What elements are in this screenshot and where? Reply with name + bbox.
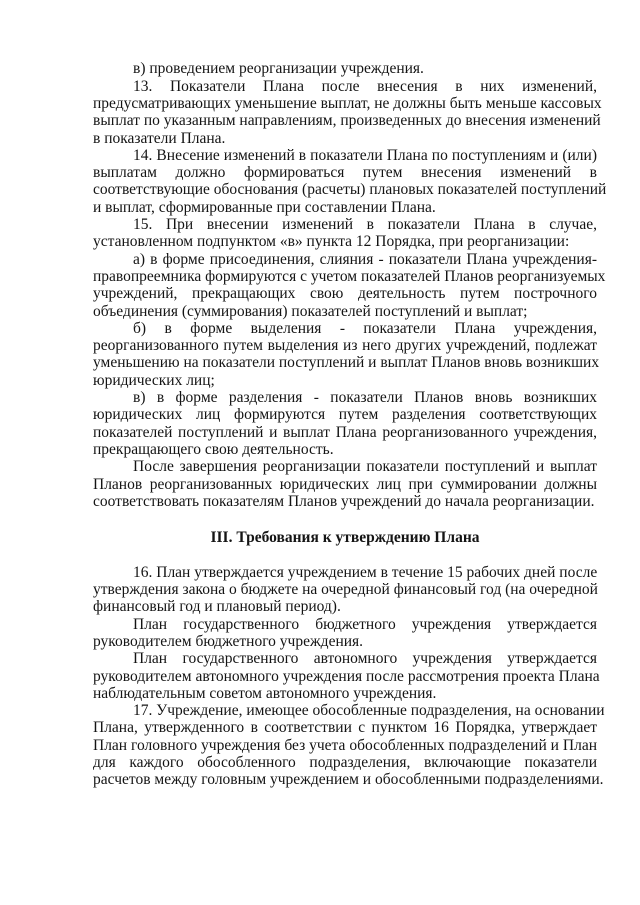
text-line: руководителем бюджетного учреждения. (93, 632, 364, 650)
text-line: утверждения закона о бюджете на очередной финансовый год (на очередной (93, 581, 598, 599)
text-line: установленном подпунктом «в» пункта 12 Порядка, при реорганизации: (93, 233, 570, 251)
text-line: финансовый год и плановый период). (93, 598, 341, 616)
text-line: правопреемника формируются с учетом показателей Планов реорганизуемых (93, 267, 606, 285)
text-line: 17. Учреждение, имеющее обособленные подразделения, на основании (133, 702, 605, 720)
text-line: б) в форме выделения - показатели Плана учреждения, (133, 319, 597, 337)
text-line: уменьшению на показатели поступлений и выплат Планов вновь возникших (93, 354, 600, 372)
document-text (93, 60, 607, 789)
text-line: 14. Внесение изменений в показатели Плана по поступлениям и (или) (133, 146, 597, 164)
text-line: Планов реорганизованных юридических лиц при суммировании должны (93, 475, 597, 493)
paragraph (93, 77, 602, 147)
text-line: для каждого обособленного подразделения, включающие показатели (93, 754, 597, 772)
paragraph (93, 60, 597, 77)
text-line: 13. Показатели Плана после внесения в них изменений, (133, 77, 597, 95)
text-line: в показатели Плана. (93, 129, 226, 147)
text-line: предусматривающих уменьшение выплат, не должны быть меньше кассовых (93, 94, 602, 112)
paragraph (93, 650, 600, 702)
text-line: показателей поступлений и выплат Плана реорганизованного учреждения, (93, 423, 597, 441)
text-line: в) в форме разделения - показатели Планов вновь возникших (133, 389, 597, 407)
text-line: и выплат, сформированные при составлении Плана. (93, 198, 436, 216)
paragraph (93, 458, 597, 510)
text-line: После завершения реорганизации показатели поступлений и выплат (133, 458, 597, 476)
text-line: План головного учреждения без учета обособленных подразделений и План (93, 736, 597, 754)
text-line: реорганизованного путем выделения из него других учреждений, подлежат (93, 337, 597, 355)
text-line: наблюдательным советом автономного учреждения. (93, 684, 437, 702)
text-line: 15. При внесении изменений в показатели Плана в случае, (133, 216, 597, 234)
text-line: План государственного бюджетного учреждения утверждается (133, 615, 597, 633)
paragraph (93, 146, 607, 216)
paragraph (93, 250, 606, 320)
text-line: учреждений, прекращающих свою деятельность путем построчного (93, 285, 597, 303)
section-heading: III. Требования к утверждению Плана (210, 528, 480, 546)
paragraph (93, 702, 605, 789)
text-line: Плана, утвержденного в соответствии с пунктом 16 Порядка, утверждает (93, 719, 597, 737)
paragraph (93, 389, 597, 458)
text-line: в) проведением реорганизации учреждения. (133, 60, 424, 78)
text-line: выплатам должно формироваться путем внесения изменений в (93, 164, 597, 182)
text-line: объединения (суммирования) показателей поступлений и выплат; (93, 302, 528, 320)
text-line: юридических лиц формируются путем разделения соответствующих (93, 406, 597, 424)
paragraph (93, 616, 597, 651)
text-line: прекращающего свою деятельность. (93, 440, 334, 458)
text-line: выплат по указанным направлениям, произведенных до внесения изменений (93, 112, 601, 130)
text-line: руководителем автономного учреждения после рассмотрения проекта Плана (93, 667, 600, 685)
paragraph (93, 319, 600, 389)
text-line: расчетов между головным учреждением и обособленными подразделениями. (93, 771, 604, 789)
text-line: соответствовать показателям Планов учреждений до начала реорганизации. (93, 492, 595, 510)
text-line: юридических лиц; (93, 371, 215, 389)
text-line: соответствующие обоснования (расчеты) плановых показателей поступлений (93, 181, 607, 199)
paragraph (93, 216, 597, 251)
paragraph (93, 564, 597, 616)
text-line: План государственного автономного учреждения утверждается (133, 650, 597, 668)
text-line: а) в форме присоединения, слияния - показатели Плана учреждения- (133, 250, 597, 268)
text-line: 16. План утверждается учреждением в течение 15 рабочих дней после (133, 563, 598, 581)
